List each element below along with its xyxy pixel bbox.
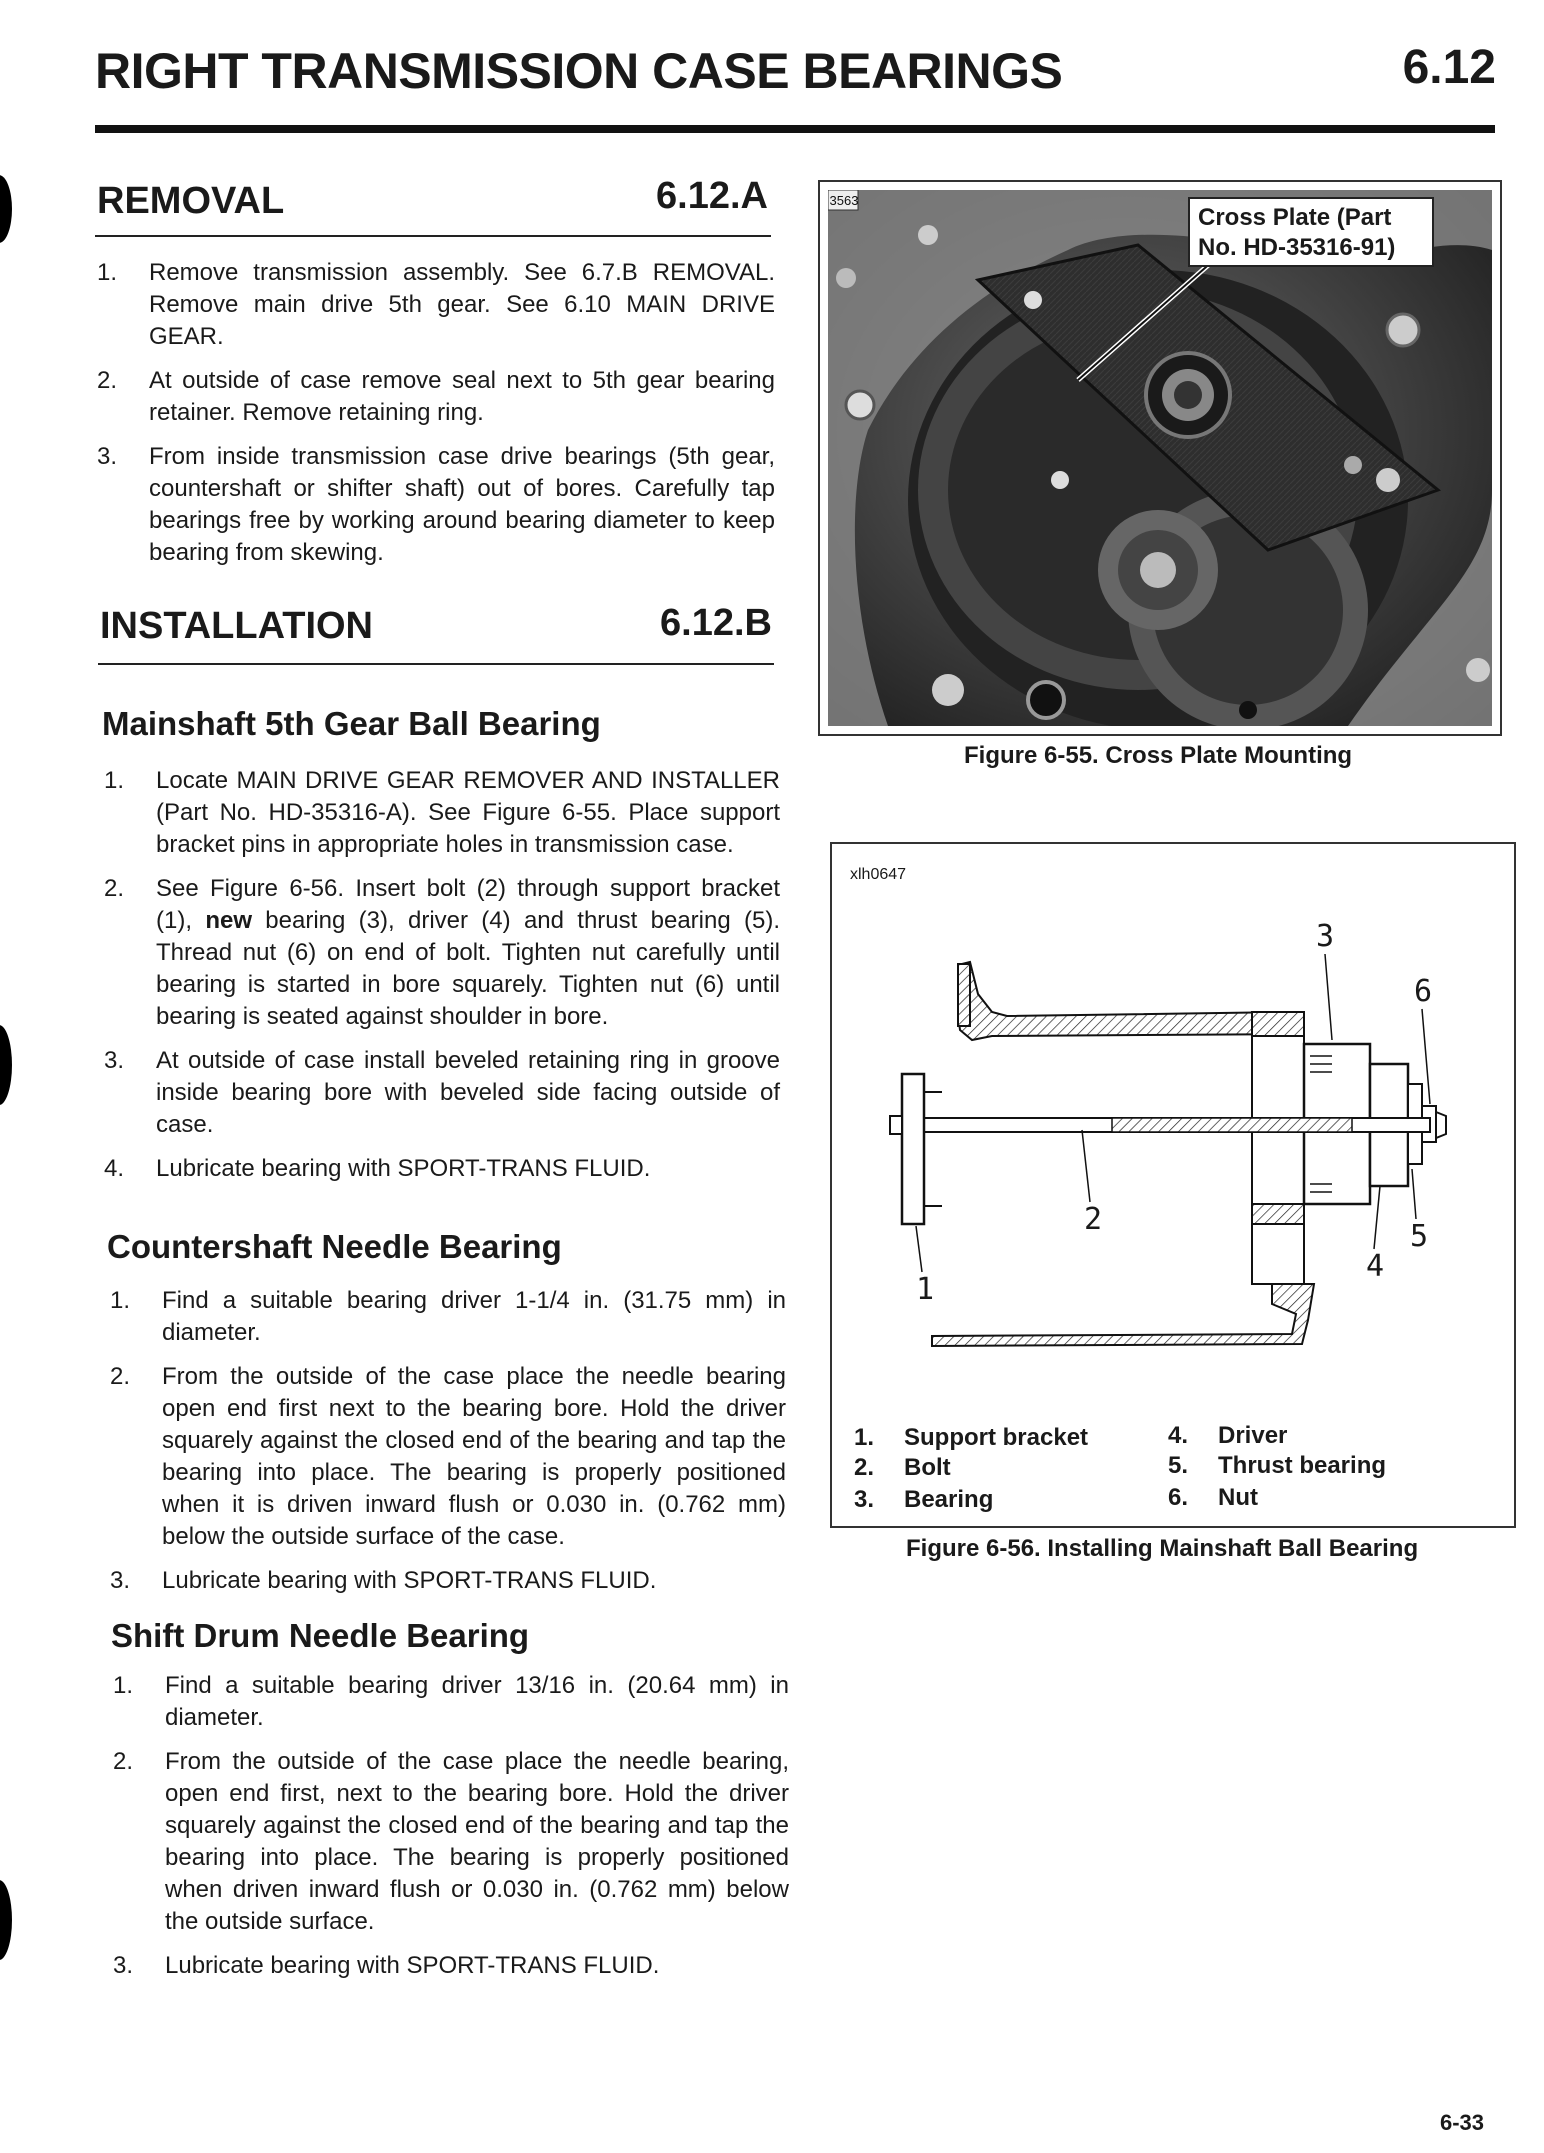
cross-plate-photo	[828, 190, 1492, 726]
installation-heading: INSTALLATION	[100, 605, 373, 647]
figure-55-id-tag: 3563	[829, 193, 859, 208]
shift-drum-step: 1. Find a suitable bearing driver 13/16 in. (20.64 mm) in diameter.	[113, 1672, 789, 1731]
figure-56-frame	[830, 842, 1516, 1528]
mainshaft-step: 4. Lubricate bearing with SPORT-TRANS FLUID.	[104, 1155, 651, 1182]
callout-4: 4	[1366, 1249, 1385, 1284]
callout-3: 3	[1316, 919, 1335, 954]
removal-number: 6.12.A	[656, 175, 768, 217]
binding-hole-mark	[0, 1025, 12, 1105]
callout-5: 5	[1410, 1219, 1429, 1254]
removal-step: 3. From inside transmission case drive bearings (5th gear, countershaft or shifter shaft) out of bores. Carefully tap bearings free by working around bearing diameter to keep bearing from skewing.	[97, 443, 775, 566]
removal-steps	[97, 257, 775, 581]
legend-label: Bearing	[904, 1486, 994, 1513]
figure-56-caption: Figure 6-56. Installing Mainshaft Ball Bearing	[906, 1535, 1419, 1562]
legend-num: 3.	[854, 1486, 875, 1513]
legend-label: Nut	[1218, 1484, 1258, 1511]
countershaft-steps	[110, 1285, 786, 1609]
removal-rule	[95, 235, 771, 237]
legend-num: 1.	[854, 1424, 875, 1451]
shift-drum-heading: Shift Drum Needle Bearing	[111, 1617, 530, 1654]
legend-label: Bolt	[904, 1454, 951, 1481]
mainshaft-step: 1. Locate MAIN DRIVE GEAR REMOVER AND INSTALLER (Part No. HD-35316-A). See Figure 6-55. Place support bracket pins in appropriate holes in transmission case.	[104, 767, 780, 858]
mainshaft-steps	[104, 765, 780, 1197]
mainshaft-step: 2. See Figure 6-56. Insert bolt (2) through support bracket (1), new bearing (3), driver (4) and thrust bearing (5). Thread nut (6) on end of bolt. Tighten nut carefully until bearing is started in bore squarely. Tighten nut (6) until bearing is seated against shoulder in bore.	[104, 875, 780, 1030]
legend-num: 5.	[1168, 1452, 1189, 1479]
mainshaft-heading: Mainshaft 5th Gear Ball Bearing	[102, 705, 601, 742]
binding-hole-mark	[0, 1880, 12, 1960]
legend-num: 6.	[1168, 1484, 1189, 1511]
countershaft-step: 2. From the outside of the case place the needle bearing open end first next to the bearing bore. Hold the driver squarely against the closed end of the bearing and tap the bearing into place. The bearing is properly positioned when it is driven inward flush or 0.030 in. (0.762 mm) below the outside surface of the case.	[110, 1363, 786, 1550]
title-rule	[95, 125, 1495, 133]
callout-1: 1	[916, 1272, 935, 1307]
legend-label: Support bracket	[904, 1424, 1089, 1451]
countershaft-step: 3. Lubricate bearing with SPORT-TRANS FLUID.	[110, 1567, 657, 1594]
legend-num: 2.	[854, 1454, 875, 1481]
figure-55-caption: Figure 6-55. Cross Plate Mounting	[964, 742, 1353, 769]
legend-num: 4.	[1168, 1422, 1189, 1449]
installation-number: 6.12.B	[660, 602, 772, 644]
removal-step: 2. At outside of case remove seal next to 5th gear bearing retainer. Remove retaining ring.	[97, 367, 775, 426]
callout-2: 2	[1084, 1202, 1103, 1237]
mainshaft-step: 3. At outside of case install beveled retaining ring in groove inside bearing bore with beveled side facing outside of case.	[104, 1047, 780, 1138]
shift-drum-step: 2. From the outside of the case place the needle bearing, open end first, next to the bearing bore. Hold the driver squarely against the closed end of the bearing and tap the bearing into place. The bearing is properly positioned when driven inward flush or 0.030 in. (0.762 mm) below the outside surface.	[113, 1748, 789, 1935]
page-title: RIGHT TRANSMISSION CASE BEARINGS	[95, 43, 1063, 99]
figure-55-frame	[818, 180, 1502, 736]
installation-rule	[98, 663, 774, 665]
legend-label: Thrust bearing	[1218, 1452, 1387, 1479]
removal-step: 1. Remove transmission assembly. See 6.7.B REMOVAL. Remove main drive 5th gear. See 6.10 MAIN DRIVE GEAR.	[97, 259, 775, 350]
page-number: 6-33	[1439, 2110, 1484, 2135]
bearing-installer-diagram	[832, 844, 1514, 1364]
callout-6: 6	[1414, 974, 1433, 1009]
removal-heading: REMOVAL	[97, 180, 285, 222]
countershaft-heading: Countershaft Needle Bearing	[107, 1228, 562, 1265]
legend-label: Driver	[1218, 1422, 1288, 1449]
shift-drum-step: 3. Lubricate bearing with SPORT-TRANS FLUID.	[113, 1952, 660, 1979]
cross-plate-callout: Cross Plate (Part No. HD-35316-91)	[1188, 197, 1434, 267]
shift-drum-steps	[113, 1670, 789, 1994]
section-number: 6.12	[1402, 41, 1496, 94]
countershaft-step: 1. Find a suitable bearing driver 1-1/4 in. (31.75 mm) in diameter.	[110, 1287, 786, 1346]
figure-56-id-tag: xlh0647	[850, 866, 907, 883]
binding-hole-mark	[0, 175, 12, 243]
